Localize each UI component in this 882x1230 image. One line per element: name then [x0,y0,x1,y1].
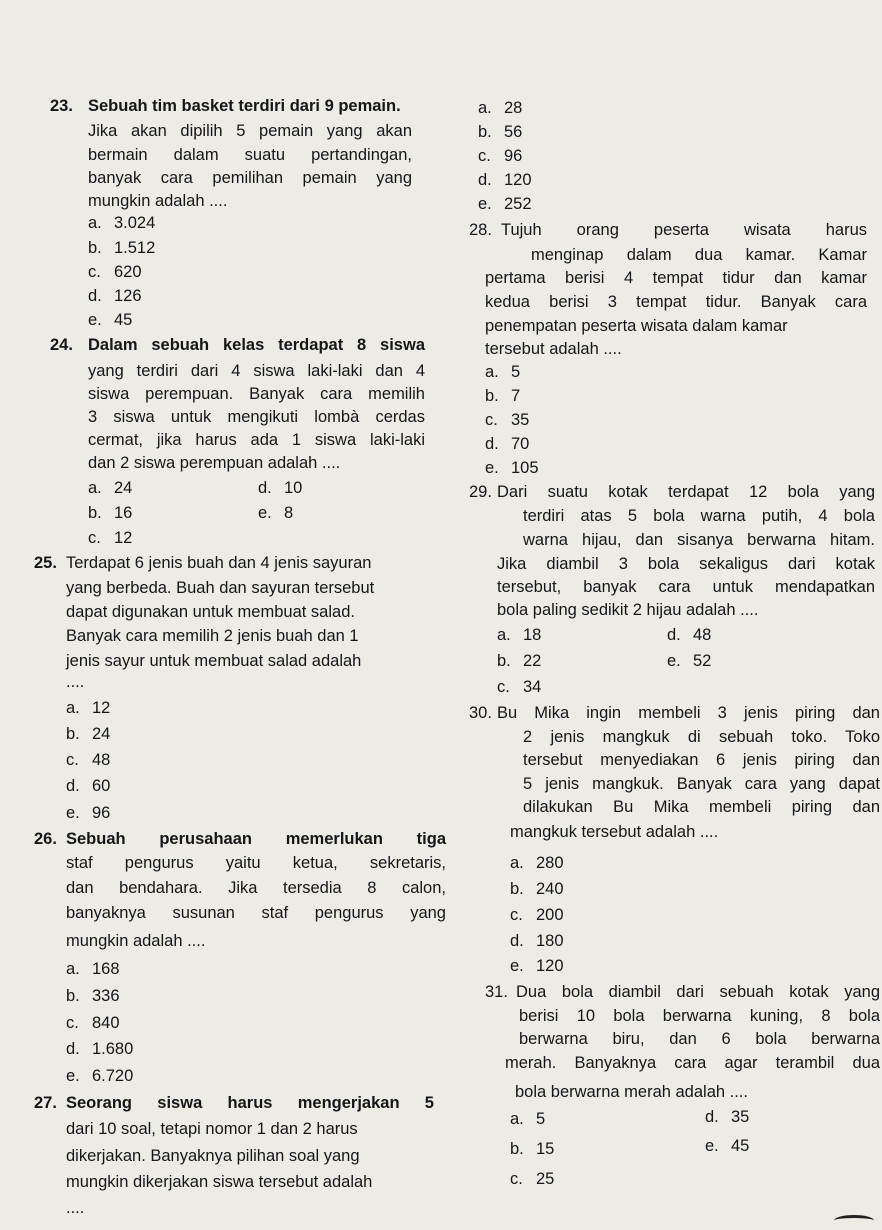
question-line: dapat digunakan untuk membuat salad. [66,603,355,621]
option-a[interactable]: a. 24 [88,479,133,497]
question-line: Bu Mika ingin membeli 3 jenis piring dan [497,704,880,722]
option-c[interactable]: c. 48 [66,751,111,769]
question-line: terdiri atas 5 bola warna putih, 4 bola [523,507,875,525]
option-d[interactable]: d. 180 [510,932,564,950]
question-number: 29. [469,483,492,501]
page-edge-mark [834,1215,874,1226]
question-line: mangkuk tersebut adalah .... [510,823,719,841]
option-b[interactable]: b. 24 [66,725,111,743]
option-b[interactable]: b. 336 [66,987,120,1005]
option-d[interactable]: d. 1.680 [66,1040,134,1058]
question-line: menginap dalam dua kamar. Kamar [531,246,867,264]
option-a[interactable]: a. 280 [510,854,564,872]
option-a[interactable]: a. 18 [497,626,542,644]
question-line: 5 jenis mangkuk. Banyak cara yang dapat [523,775,880,793]
question-line: 3 siswa untuk mengikuti lombà cerdas [88,408,425,426]
question-line: berisi 10 bola berwarna kuning, 8 bola [519,1007,880,1025]
option-e[interactable]: e. 8 [258,504,294,522]
option-e[interactable]: e. 105 [485,459,539,477]
question-line: Dari suatu kotak terdapat 12 bola yang [497,483,875,501]
question-number: 30. [469,704,492,722]
question-line: merah. Banyaknya cara agar terambil dua [505,1054,880,1072]
question-line: mungkin adalah .... [66,932,206,950]
question-number: 28. [469,221,492,239]
question-line: mungkin adalah .... [88,192,228,210]
question-line: yang terdiri dari 4 siswa laki-laki dan 4 [88,362,425,380]
option-b[interactable]: b. 15 [510,1140,555,1158]
question-line: dari 10 soal, tetapi nomor 1 dan 2 harus [66,1120,358,1138]
question-line: penempatan peserta wisata dalam kamar [485,317,788,335]
question-line: dan bendahara. Jika tersedia 8 calon, [66,879,446,897]
question-number: 26. [34,830,57,848]
option-e[interactable]: e. 96 [66,804,111,822]
option-c[interactable]: c. 840 [66,1014,120,1032]
option-d[interactable]: d. 126 [88,287,142,305]
question-line: bermain dalam suatu pertandingan, [88,146,412,164]
question-line: Sebuah tim basket terdiri dari 9 pemain. [88,97,401,115]
option-e[interactable]: e. 252 [478,195,532,213]
option-d[interactable]: d. 60 [66,777,111,795]
question-line: pertama berisi 4 tempat tidur dan kamar [485,269,867,287]
question-line: siswa perempuan. Banyak cara memilih [88,385,425,403]
option-a[interactable]: a. 5 [485,363,521,381]
option-b[interactable]: b. 1.512 [88,239,156,257]
question-line: kedua berisi 3 tempat tidur. Banyak cara [485,293,867,311]
question-line: Terdapat 6 jenis buah dan 4 jenis sayuran [66,554,372,572]
option-e[interactable]: e. 45 [88,311,133,329]
option-d[interactable]: d. 70 [485,435,530,453]
option-a[interactable]: a. 5 [510,1110,546,1128]
question-line: banyaknya susunan staf pengurus yang [66,904,446,922]
question-line: bola berwarna merah adalah .... [515,1083,748,1101]
question-line: Dua bola diambil dari sebuah kotak yang [516,983,880,1001]
question-line: Seorang siswa harus mengerjakan 5 [66,1094,434,1112]
question-line: banyak cara pemilihan pemain yang [88,169,412,187]
question-line: Dalam sebuah kelas terdapat 8 siswa [88,336,425,354]
option-b[interactable]: b. 240 [510,880,564,898]
question-number: 23. [50,97,73,115]
option-b[interactable]: b. 22 [497,652,542,670]
option-d[interactable]: d. 48 [667,626,712,644]
option-a[interactable]: a. 12 [66,699,111,717]
question-line: .... [66,673,85,691]
question-line: 2 jenis mangkuk di sebuah toko. Toko [523,728,880,746]
question-number: 31. [485,983,508,1001]
option-e[interactable]: e. 45 [705,1137,750,1155]
option-c[interactable]: c. 200 [510,906,564,924]
option-d[interactable]: d. 10 [258,479,303,497]
option-a[interactable]: a. 28 [478,99,523,117]
option-c[interactable]: c. 96 [478,147,523,165]
option-e[interactable]: e. 6.720 [66,1067,134,1085]
question-number: 27. [34,1094,57,1112]
option-c[interactable]: c. 25 [510,1170,555,1188]
option-c[interactable]: c. 34 [497,678,542,696]
question-line: .... [66,1199,85,1217]
option-d[interactable]: d. 35 [705,1108,750,1126]
option-c[interactable]: c. 35 [485,411,530,429]
question-line: Tujuh orang peserta wisata harus [501,221,867,239]
question-line: dikerjakan. Banyaknya pilihan soal yang [66,1147,360,1165]
question-line: tersebut menyediakan 6 jenis piring dan [523,751,880,769]
question-line: cermat, jika harus ada 1 siswa laki-laki [88,431,425,449]
question-line: bola paling sedikit 2 hijau adalah .... [497,601,759,619]
question-line: Banyak cara memilih 2 jenis buah dan 1 [66,627,359,645]
question-line: Jika diambil 3 bola sekaligus dari kotak [497,555,875,573]
question-line: dan 2 siswa perempuan adalah .... [88,454,341,472]
question-line: berwarna biru, dan 6 bola berwarna [519,1030,880,1048]
question-line: dilakukan Bu Mika membeli piring dan [523,798,880,816]
question-number: 25. [34,554,57,572]
question-line: warna hijau, dan sisanya berwarna hitam. [523,531,875,549]
question-line: mungkin dikerjakan siswa tersebut adalah [66,1173,373,1191]
question-line: Sebuah perusahaan memerlukan tiga [66,830,446,848]
option-a[interactable]: a. 168 [66,960,120,978]
option-e[interactable]: e. 52 [667,652,712,670]
option-c[interactable]: c. 12 [88,529,133,547]
question-line: Jika akan dipilih 5 pemain yang akan [88,122,412,140]
question-number: 24. [50,336,73,354]
option-e[interactable]: e. 120 [510,957,564,975]
option-a[interactable]: a. 3.024 [88,214,156,232]
option-d[interactable]: d. 120 [478,171,532,189]
question-line: jenis sayur untuk membuat salad adalah [66,652,362,670]
option-b[interactable]: b. 56 [478,123,523,141]
question-line: tersebut, banyak cara untuk mendapatkan [497,578,875,596]
option-b[interactable]: b. 7 [485,387,521,405]
option-c[interactable]: c. 620 [88,263,142,281]
question-line: tersebut adalah .... [485,340,622,358]
question-line: yang berbeda. Buah dan sayuran tersebut [66,579,375,597]
question-line: staf pengurus yaitu ketua, sekretaris, [66,854,446,872]
option-b[interactable]: b. 16 [88,504,133,522]
